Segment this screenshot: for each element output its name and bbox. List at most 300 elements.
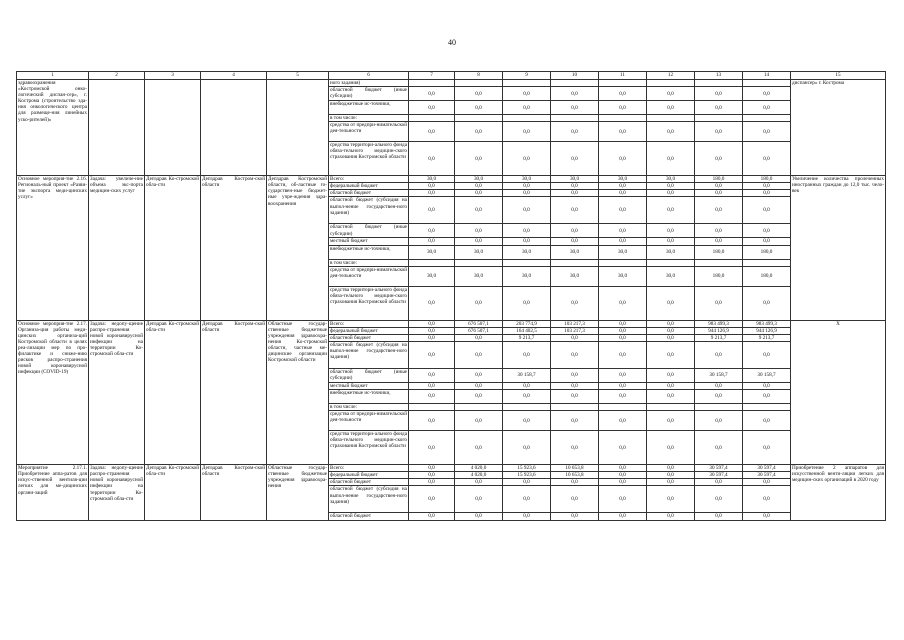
amount-cell: 944 126,9	[695, 327, 743, 334]
amount-cell: 30,0	[455, 245, 503, 259]
block-cell-c5	[267, 80, 329, 176]
amount-cell: 0,0	[409, 224, 455, 238]
block-cell-c4: Депздрав Костром-ской области	[201, 465, 267, 520]
amount-cell: 0,0	[599, 341, 647, 368]
block-cell-c4: Депздрав Костром-ской области	[201, 320, 267, 464]
amount-cell: 0,0	[743, 142, 791, 176]
amount-cell: 0,0	[647, 341, 695, 368]
amount-cell	[409, 115, 455, 122]
amount-cell: 0,0	[455, 431, 503, 465]
amount-cell: 0,0	[599, 197, 647, 224]
block-cell-c1: Основное мероприя-тие 2.17. Организа-ция работы меди-цинских организа-ций Костромской области в целях реа-лизации мер по про-филактике и сниже-нию рисков распро-странения новой коронавирусной инфекции (COVID-19)	[17, 320, 89, 464]
amount-cell: 0,0	[409, 341, 455, 368]
amount-cell: 30,0	[551, 266, 599, 286]
amount-cell: 0,0	[409, 486, 455, 513]
amount-cell: 180,0	[743, 245, 791, 259]
amount-cell: 180,0	[743, 266, 791, 286]
amount-cell: 0,0	[695, 197, 743, 224]
amount-cell	[743, 80, 791, 87]
amount-cell	[409, 80, 455, 87]
amount-cell: 30,0	[503, 266, 551, 286]
amount-cell: 0,0	[647, 382, 695, 389]
amount-cell: 0,0	[599, 411, 647, 431]
amount-cell: 30,0	[455, 176, 503, 183]
amount-cell: 0,0	[599, 320, 647, 327]
amount-cell: 0,0	[647, 479, 695, 486]
amount-cell: 0,0	[743, 411, 791, 431]
amount-cell: 0,0	[599, 122, 647, 142]
amount-cell: 30 597,4	[743, 465, 791, 472]
amount-cell: 0,0	[599, 472, 647, 479]
amount-cell: 0,0	[743, 341, 791, 368]
col-number: 9	[503, 72, 551, 80]
source-label: внебюджетные ис-точники,	[329, 245, 409, 259]
amount-cell: 4 020,0	[455, 465, 503, 472]
amount-cell: 203 774,9	[503, 320, 551, 327]
amount-cell: 0,0	[599, 142, 647, 176]
amount-cell	[743, 404, 791, 411]
amount-cell: 0,0	[409, 368, 455, 382]
amount-cell: 0,0	[503, 142, 551, 176]
amount-cell: 10 653,8	[551, 472, 599, 479]
amount-cell: 0,0	[695, 390, 743, 404]
amount-cell: 0,0	[409, 382, 455, 389]
amount-cell: 0,0	[647, 411, 695, 431]
source-label: ного задания)	[329, 80, 409, 87]
amount-cell: 0,0	[743, 183, 791, 190]
amount-cell: 0,0	[455, 197, 503, 224]
source-label: в том числе:	[329, 259, 409, 266]
amount-cell: 0,0	[599, 382, 647, 389]
amount-cell: 0,0	[503, 382, 551, 389]
amount-cell	[503, 404, 551, 411]
amount-cell: 0,0	[599, 101, 647, 115]
amount-cell: 0,0	[551, 101, 599, 115]
amount-cell: 0,0	[647, 101, 695, 115]
amount-cell: 0,0	[503, 431, 551, 465]
source-label: федеральный бюджет	[329, 183, 409, 190]
amount-cell: 0,0	[503, 238, 551, 245]
amount-cell: 0,0	[647, 465, 695, 472]
amount-cell	[455, 115, 503, 122]
amount-cell: 0,0	[695, 286, 743, 320]
amount-cell: 0,0	[695, 486, 743, 513]
page-number: 40	[448, 38, 456, 47]
amount-cell: 15 923,6	[503, 465, 551, 472]
amount-cell: 0,0	[743, 390, 791, 404]
source-label: средства территори-ального фонда обяза-тельного медицин-ского страхования Костромской области	[329, 286, 409, 320]
amount-cell: 0,0	[599, 479, 647, 486]
amount-cell: 30,0	[551, 176, 599, 183]
amount-cell: 0,0	[695, 431, 743, 465]
source-label: средства от предпри-нимательской дея-тельности	[329, 122, 409, 142]
amount-cell: 30,0	[503, 176, 551, 183]
block-cell-c15: Увеличение количества пролеченных иностранных граждан до 12,0 тыс. чело-век	[791, 176, 886, 320]
amount-cell: 0,0	[503, 411, 551, 431]
amount-cell: 0,0	[455, 286, 503, 320]
table-row	[17, 320, 886, 327]
col-number: 12	[647, 72, 695, 80]
amount-cell: 0,0	[551, 334, 599, 341]
amount-cell: 0,0	[503, 390, 551, 404]
block-cell-c3: Депздрав Ко-стромской обла-сти	[145, 465, 201, 520]
amount-cell: 180,0	[743, 176, 791, 183]
amount-cell: 0,0	[599, 465, 647, 472]
col-number: 2	[89, 72, 145, 80]
amount-cell	[647, 259, 695, 266]
amount-cell: 103 217,3	[551, 320, 599, 327]
amount-cell	[551, 115, 599, 122]
amount-cell: 0,0	[455, 334, 503, 341]
source-label: областной бюджет (субсидия на выпол-нение государствен-ного задания)	[329, 341, 409, 368]
amount-cell: 0,0	[551, 190, 599, 197]
amount-cell: 0,0	[455, 101, 503, 115]
col-number: 7	[409, 72, 455, 80]
amount-cell	[599, 115, 647, 122]
source-label: Всего:	[329, 465, 409, 472]
amount-cell	[551, 404, 599, 411]
col-number: 14	[743, 72, 791, 80]
amount-cell: 0,0	[409, 479, 455, 486]
amount-cell: 0,0	[503, 286, 551, 320]
amount-cell: 0,0	[743, 382, 791, 389]
block-cell-c5: Областные государ-ственные бюджетные учреждения здравоохра-нения Ко-стромской области, частные ме-дицинские организации Костромской области	[267, 320, 329, 464]
amount-cell	[503, 80, 551, 87]
source-label: средства территори-ального фонда обяза-тельного медицин-ского страхования Костромской области	[329, 142, 409, 176]
amount-cell: 0,0	[599, 87, 647, 101]
amount-cell: 0,0	[551, 122, 599, 142]
amount-cell: 0,0	[409, 101, 455, 115]
block-cell-c2	[89, 80, 145, 176]
amount-cell: 0,0	[743, 190, 791, 197]
block-cell-c1: Основное мероприя-тие 2.16. Региональ-ный проект «Разви-тие экспорта меди-цинских услуг»	[17, 176, 89, 320]
amount-cell: 10 653,8	[551, 465, 599, 472]
amount-cell: 0,0	[455, 238, 503, 245]
block-cell-c15: Приобретение 2 аппаратов для искусственной венти-ляции легких для медицин-ских организаций в 2020 году	[791, 465, 886, 520]
amount-cell: 0,0	[647, 142, 695, 176]
amount-cell: 0,0	[695, 382, 743, 389]
amount-cell: 30 158,7	[503, 368, 551, 382]
amount-cell: 30,0	[409, 245, 455, 259]
amount-cell: 0,0	[599, 327, 647, 334]
amount-cell: 0,0	[743, 197, 791, 224]
amount-cell: 0,0	[551, 341, 599, 368]
amount-cell: 0,0	[409, 238, 455, 245]
amount-cell	[695, 80, 743, 87]
amount-cell: 0,0	[503, 122, 551, 142]
amount-cell: 180,0	[695, 245, 743, 259]
source-label: областной бюджет (иные субсидии)	[330, 224, 407, 237]
source-label: областной бюджет	[329, 334, 409, 341]
amount-cell: 0,0	[455, 390, 503, 404]
amount-cell	[599, 80, 647, 87]
amount-cell: 0,0	[647, 472, 695, 479]
amount-cell	[409, 259, 455, 266]
amount-cell: 0,0	[599, 334, 647, 341]
amount-cell: 103 217,3	[551, 327, 599, 334]
amount-cell: 0,0	[743, 224, 791, 238]
amount-cell: 9 213,7	[743, 334, 791, 341]
amount-cell: 0,0	[409, 142, 455, 176]
amount-cell: 30,0	[409, 266, 455, 286]
table-row	[17, 176, 886, 183]
amount-cell: 0,0	[647, 327, 695, 334]
amount-cell: 0,0	[409, 390, 455, 404]
source-label: областной бюджет (иные субсидии)	[330, 87, 407, 100]
amount-cell: 983 499,3	[743, 320, 791, 327]
amount-cell: 0,0	[743, 486, 791, 513]
source-label: областной бюджет	[329, 513, 409, 520]
block-cell-c5: Депздрав Костромской области, об-ластные го-сударствен-ные бюджет-ные учре-ждения здра-воохранения	[267, 176, 329, 320]
amount-cell: 0,0	[695, 183, 743, 190]
amount-cell: 0,0	[647, 334, 695, 341]
amount-cell: 0,0	[455, 142, 503, 176]
source-label: федеральный бюджет	[329, 327, 409, 334]
block-cell-c15: диспансер» г. Кострома	[791, 80, 886, 176]
amount-cell	[551, 259, 599, 266]
amount-cell: 0,0	[551, 513, 599, 520]
amount-cell: 30,0	[599, 176, 647, 183]
amount-cell: 0,0	[503, 224, 551, 238]
source-label: средства от предпри-нимательской дея-тельности	[329, 411, 409, 431]
col-number: 6	[329, 72, 409, 80]
amount-cell: 0,0	[503, 341, 551, 368]
col-number: 8	[455, 72, 503, 80]
col-number: 11	[599, 72, 647, 80]
amount-cell: 0,0	[409, 334, 455, 341]
amount-cell	[599, 259, 647, 266]
amount-cell	[503, 115, 551, 122]
amount-cell: 0,0	[551, 390, 599, 404]
amount-cell: 944 126,9	[743, 327, 791, 334]
block-cell-c2: Задача: увеличе-ние объема экс-порта медицин-ских услуг	[89, 176, 145, 320]
amount-cell: 0,0	[455, 479, 503, 486]
amount-cell: 0,0	[743, 513, 791, 520]
amount-cell: 0,0	[599, 286, 647, 320]
amount-cell: 0,0	[503, 190, 551, 197]
amount-cell	[455, 259, 503, 266]
amount-cell: 0,0	[409, 411, 455, 431]
amount-cell: 0,0	[695, 224, 743, 238]
amount-cell: 9 213,7	[503, 334, 551, 341]
amount-cell: 0,0	[647, 320, 695, 327]
amount-cell: 164 402,5	[503, 327, 551, 334]
amount-cell: 0,0	[599, 431, 647, 465]
col-number: 5	[267, 72, 329, 80]
source-label: Всего:	[329, 320, 409, 327]
amount-cell: 0,0	[647, 87, 695, 101]
amount-cell: 30,0	[455, 266, 503, 286]
amount-cell: 0,0	[599, 390, 647, 404]
col-number: 13	[695, 72, 743, 80]
amount-cell: 0,0	[503, 479, 551, 486]
amount-cell: 180,0	[695, 266, 743, 286]
amount-cell: 0,0	[647, 390, 695, 404]
amount-cell	[647, 80, 695, 87]
source-label: областной бюджет	[329, 479, 409, 486]
amount-cell: 30,0	[599, 245, 647, 259]
amount-cell: 0,0	[551, 382, 599, 389]
amount-cell: 0,0	[455, 183, 503, 190]
amount-cell	[695, 115, 743, 122]
amount-cell: 0,0	[695, 142, 743, 176]
col-number: 3	[145, 72, 201, 80]
amount-cell: 30,0	[647, 245, 695, 259]
amount-cell: 0,0	[695, 87, 743, 101]
amount-cell	[647, 404, 695, 411]
amount-cell: 0,0	[455, 224, 503, 238]
amount-cell	[695, 259, 743, 266]
amount-cell: 15 923,6	[503, 472, 551, 479]
amount-cell: 0,0	[647, 486, 695, 513]
amount-cell: 0,0	[599, 486, 647, 513]
amount-cell	[409, 404, 455, 411]
amount-cell	[743, 259, 791, 266]
amount-cell: 676 507,1	[455, 320, 503, 327]
amount-cell: 30 158,7	[743, 368, 791, 382]
amount-cell: 0,0	[551, 286, 599, 320]
source-label: Всего:	[329, 176, 409, 183]
amount-cell: 0,0	[695, 190, 743, 197]
amount-cell: 0,0	[647, 224, 695, 238]
block-cell-c1: здравоохранения «Костромской онко-логический диспан-сер», г. Кострома (строительство зда-ния онкологического центра для размеще-ния линейных уско-рителей)»	[17, 80, 89, 176]
amount-cell	[503, 259, 551, 266]
amount-cell: 0,0	[409, 513, 455, 520]
amount-cell: 0,0	[455, 190, 503, 197]
source-label: местный бюджет	[329, 238, 409, 245]
amount-cell: 9 213,7	[695, 334, 743, 341]
source-label: областной бюджет (субсидия на выпол-нение государствен-ного задания)	[329, 486, 409, 513]
amount-cell: 0,0	[409, 472, 455, 479]
amount-cell: 0,0	[647, 368, 695, 382]
amount-cell: 0,0	[455, 87, 503, 101]
amount-cell: 0,0	[503, 101, 551, 115]
amount-cell: 0,0	[551, 142, 599, 176]
amount-cell: 0,0	[503, 486, 551, 513]
source-label: внебюджетные ис-точники,	[329, 101, 409, 115]
amount-cell: 30,0	[647, 176, 695, 183]
amount-cell: 0,0	[695, 238, 743, 245]
source-label: средства территори-ального фонда обяза-тельного медицин-ского страхования Костромской области	[329, 431, 409, 465]
source-label: в том числе:	[329, 404, 409, 411]
block-cell-c3: Депздрав Ко-стромской обла-сти	[145, 176, 201, 320]
amount-cell: 0,0	[743, 101, 791, 115]
amount-cell: 0,0	[599, 224, 647, 238]
amount-cell: 0,0	[647, 431, 695, 465]
source-label: местный бюджет	[329, 382, 409, 389]
amount-cell	[599, 404, 647, 411]
col-number: 4	[201, 72, 267, 80]
amount-cell: 30 597,4	[695, 465, 743, 472]
col-number: 15	[791, 72, 886, 80]
amount-cell: 0,0	[455, 411, 503, 431]
amount-cell: 0,0	[743, 87, 791, 101]
amount-cell: 0,0	[551, 87, 599, 101]
source-label: федеральный бюджет	[329, 472, 409, 479]
amount-cell: 0,0	[695, 513, 743, 520]
amount-cell: 0,0	[455, 122, 503, 142]
amount-cell: 0,0	[409, 87, 455, 101]
amount-cell: 0,0	[409, 190, 455, 197]
amount-cell	[455, 404, 503, 411]
amount-cell: 0,0	[455, 513, 503, 520]
amount-cell: 0,0	[599, 368, 647, 382]
amount-cell: 0,0	[409, 122, 455, 142]
amount-cell: 0,0	[647, 513, 695, 520]
amount-cell: 30,0	[503, 245, 551, 259]
amount-cell: 30,0	[409, 176, 455, 183]
amount-cell: 0,0	[551, 197, 599, 224]
amount-cell: 0,0	[647, 190, 695, 197]
amount-cell: 0,0	[503, 197, 551, 224]
amount-cell: 30 597,4	[743, 472, 791, 479]
amount-cell: 0,0	[647, 197, 695, 224]
amount-cell: 0,0	[695, 122, 743, 142]
amount-cell	[743, 115, 791, 122]
block-cell-c2: Задача: недопу-щение распро-странения новой коронавирусной инфекции на территории Ко-стромской обла-сти	[89, 320, 145, 464]
amount-cell: 0,0	[743, 286, 791, 320]
amount-cell: 0,0	[409, 465, 455, 472]
amount-cell: 0,0	[551, 411, 599, 431]
amount-cell: 30 597,4	[695, 472, 743, 479]
amount-cell: 0,0	[455, 341, 503, 368]
block-cell-c3	[145, 80, 201, 176]
amount-cell: 0,0	[599, 190, 647, 197]
amount-cell: 0,0	[743, 238, 791, 245]
amount-cell: 180,0	[695, 176, 743, 183]
amount-cell: 0,0	[551, 238, 599, 245]
amount-cell: 0,0	[409, 286, 455, 320]
amount-cell: 0,0	[409, 320, 455, 327]
source-label: в том числе:	[329, 115, 409, 122]
block-cell-c3: Депздрав Ко-стромской обла-сти	[145, 320, 201, 464]
block-cell-c15: X	[791, 320, 886, 464]
amount-cell	[551, 80, 599, 87]
amount-cell: 0,0	[551, 431, 599, 465]
amount-cell: 0,0	[743, 479, 791, 486]
table-row	[17, 80, 886, 87]
block-cell-c4: Депздрав Костром-ской области	[201, 176, 267, 320]
amount-cell: 0,0	[455, 486, 503, 513]
amount-cell: 0,0	[647, 238, 695, 245]
col-number: 10	[551, 72, 599, 80]
amount-cell: 30,0	[647, 266, 695, 286]
amount-cell: 0,0	[599, 513, 647, 520]
amount-cell: 0,0	[409, 183, 455, 190]
amount-cell: 0,0	[551, 479, 599, 486]
amount-cell: 0,0	[647, 122, 695, 142]
amount-cell: 0,0	[647, 286, 695, 320]
block-cell-c1: Мероприятие 2.17.1. Приобретение аппа-ратов для искус-ственной вентиля-ции легких для ме-дицинских органи-заций	[17, 465, 89, 520]
amount-cell: 30,0	[599, 266, 647, 286]
amount-cell: 30 158,7	[695, 368, 743, 382]
amount-cell: 0,0	[409, 197, 455, 224]
amount-cell: 0,0	[695, 341, 743, 368]
amount-cell: 0,0	[551, 224, 599, 238]
amount-cell: 0,0	[551, 486, 599, 513]
block-cell-c2: Задача: недопу-щение распро-странения новой коронавирусной инфекции на территории Ко-стромской обла-сти	[89, 465, 145, 520]
amount-cell: 0,0	[695, 101, 743, 115]
amount-cell: 0,0	[409, 327, 455, 334]
amount-cell: 4 020,0	[455, 472, 503, 479]
block-cell-c5: Областные государ-ственные бюджетные учреждения здравоохра-нения	[267, 465, 329, 520]
amount-cell: 0,0	[743, 431, 791, 465]
amount-cell: 0,0	[455, 368, 503, 382]
amount-cell: 0,0	[599, 238, 647, 245]
amount-cell: 0,0	[695, 479, 743, 486]
source-label: областной бюджет (субсидия на выпол-нение государствен-ного задания)	[329, 197, 409, 224]
amount-cell: 0,0	[551, 368, 599, 382]
